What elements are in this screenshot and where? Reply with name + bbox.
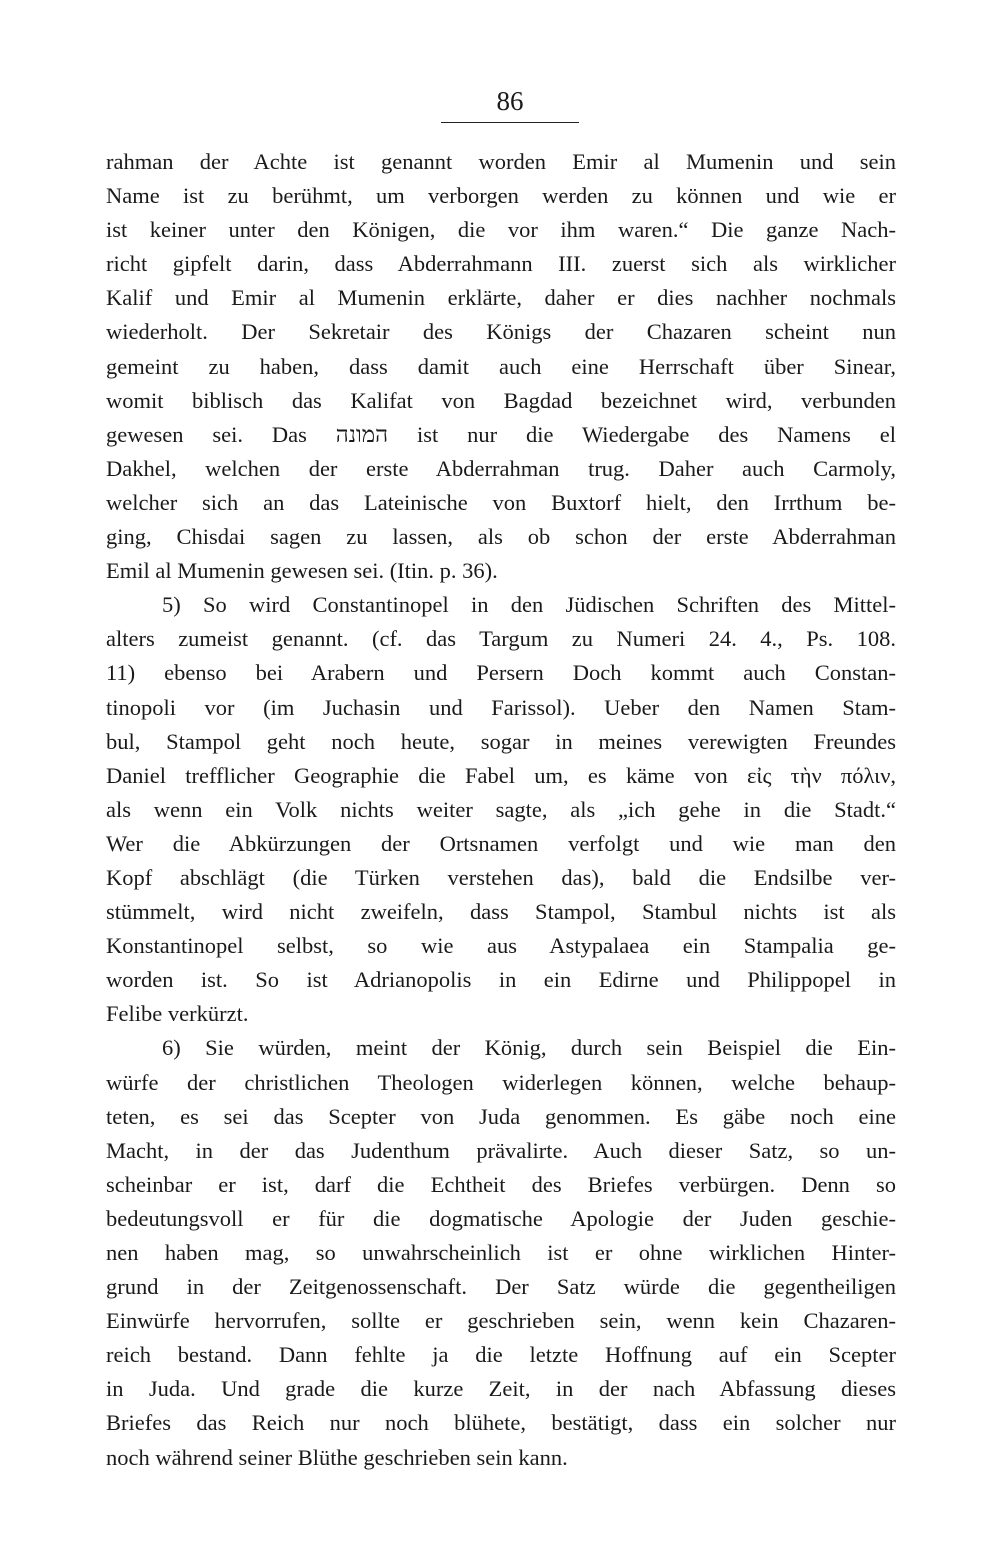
body-text [106, 145, 896, 1475]
text-line: Kopf abschlägt (die Türken verstehen das), bald die Endsilbe ver- [106, 864, 896, 890]
text-line: gemeint zu haben, dass damit auch eine Herrschaft über Sinear, [106, 353, 896, 379]
page-number-rule [441, 122, 579, 123]
text-line: Macht, in der das Judenthum prävalirte. Auch dieser Satz, so un- [106, 1137, 896, 1163]
text-line: Dakhel, welchen der erste Abderrahman trug. Daher auch Carmoly, [106, 455, 896, 481]
footnote-5-start: 5) So wird Constantinopel in den Jüdischen Schriften des Mittel- [162, 592, 896, 618]
text-line: womit biblisch das Kalifat von Bagdad bezeichnet wird, verbunden [106, 387, 896, 413]
text-line: rahman der Achte ist genannt worden Emir al Mumenin und sein [106, 149, 896, 174]
text-line: Felibe verkürzt. [106, 1001, 249, 1027]
text-line: Emil al Mumenin gewesen sei. (Itin. p. 36). [106, 558, 498, 584]
text-line: Wer die Abkürzungen der Ortsnamen verfolgt und wie man den [106, 830, 896, 856]
text-line: ging, Chisdai sagen zu lassen, als ob schon der erste Abderrahman [106, 524, 896, 550]
text-line: welcher sich an das Lateinische von Buxtorf hielt, den Irrthum be- [106, 489, 896, 515]
text-line: Konstantinopel selbst, so wie aus Astypalaea ein Stampalia ge- [106, 933, 896, 959]
text-line: 11) ebenso bei Arabern und Persern Doch kommt auch Constan- [106, 660, 896, 686]
text-line: stümmelt, wird nicht zweifeln, dass Stampol, Stambul nichts ist als [106, 899, 896, 925]
text-line: richt gipfelt darin, dass Abderrahmann III. zuerst sich als wirklicher [106, 251, 896, 277]
page-number: 86 [496, 86, 524, 116]
text-line: würfe der christlichen Theologen widerlegen können, welche behaup- [106, 1069, 896, 1095]
text-line: Briefes das Reich nur noch blühete, bestätigt, dass ein solcher nur [106, 1410, 896, 1436]
text-line: noch während seiner Blüthe geschrieben sein kann. [106, 1444, 568, 1470]
text-line: nen haben mag, so unwahrscheinlich ist er ohne wirklichen Hinter- [106, 1240, 896, 1265]
text-line: teten, es sei das Scepter von Juda genommen. Es gäbe noch eine [106, 1103, 896, 1129]
text-line: Einwürfe hervorrufen, sollte er geschrieben sein, wenn kein Chazaren- [106, 1308, 896, 1334]
text-line: als wenn ein Volk nichts weiter sagte, als „ich gehe in die Stadt.“ [106, 796, 896, 822]
text-line: Kalif und Emir al Mumenin erklärte, daher er dies nachher nochmals [106, 285, 896, 311]
text-line: scheinbar er ist, darf die Echtheit des Briefes verbürgen. Denn so [106, 1171, 896, 1197]
footnote-6-start: 6) Sie würden, meint der König, durch sein Beispiel die Ein- [162, 1035, 896, 1061]
text-line: gewesen sei. Das המונה ist nur die Wiedergabe des Namens el [106, 421, 896, 447]
text-line: Name ist zu berühmt, um verborgen werden zu können und wie er [106, 183, 896, 209]
text-line: ist keiner unter den Königen, die vor ihm waren.“ Die ganze Nach- [106, 217, 896, 243]
text-line: bul, Stampol geht noch heute, sogar in meines verewigten Freundes [106, 728, 896, 754]
text-line: worden ist. So ist Adrianopolis in ein Edirne und Philippopel in [106, 967, 896, 993]
text-line: in Juda. Und grade die kurze Zeit, in der nach Abfassung dieses [106, 1376, 896, 1402]
text-line: reich bestand. Dann fehlte ja die letzte Hoffnung auf ein Scepter [106, 1342, 896, 1368]
text-line: grund in der Zeitgenossenschaft. Der Satz würde die gegentheiligen [106, 1274, 896, 1300]
text-line: wiederholt. Der Sekretair des Königs der Chazaren scheint nun [106, 319, 896, 345]
text-line: Daniel trefflicher Geographie die Fabel um, es käme von εἰς τὴν πόλιν, [106, 762, 896, 788]
text-line: alters zumeist genannt. (cf. das Targum zu Numeri 24. 4., Ps. 108. [106, 626, 896, 652]
text-line: tinopoli vor (im Juchasin und Farissol). Ueber den Namen Stam- [106, 694, 896, 720]
text-line: bedeutungsvoll er für die dogmatische Apologie der Juden geschie- [106, 1205, 896, 1231]
